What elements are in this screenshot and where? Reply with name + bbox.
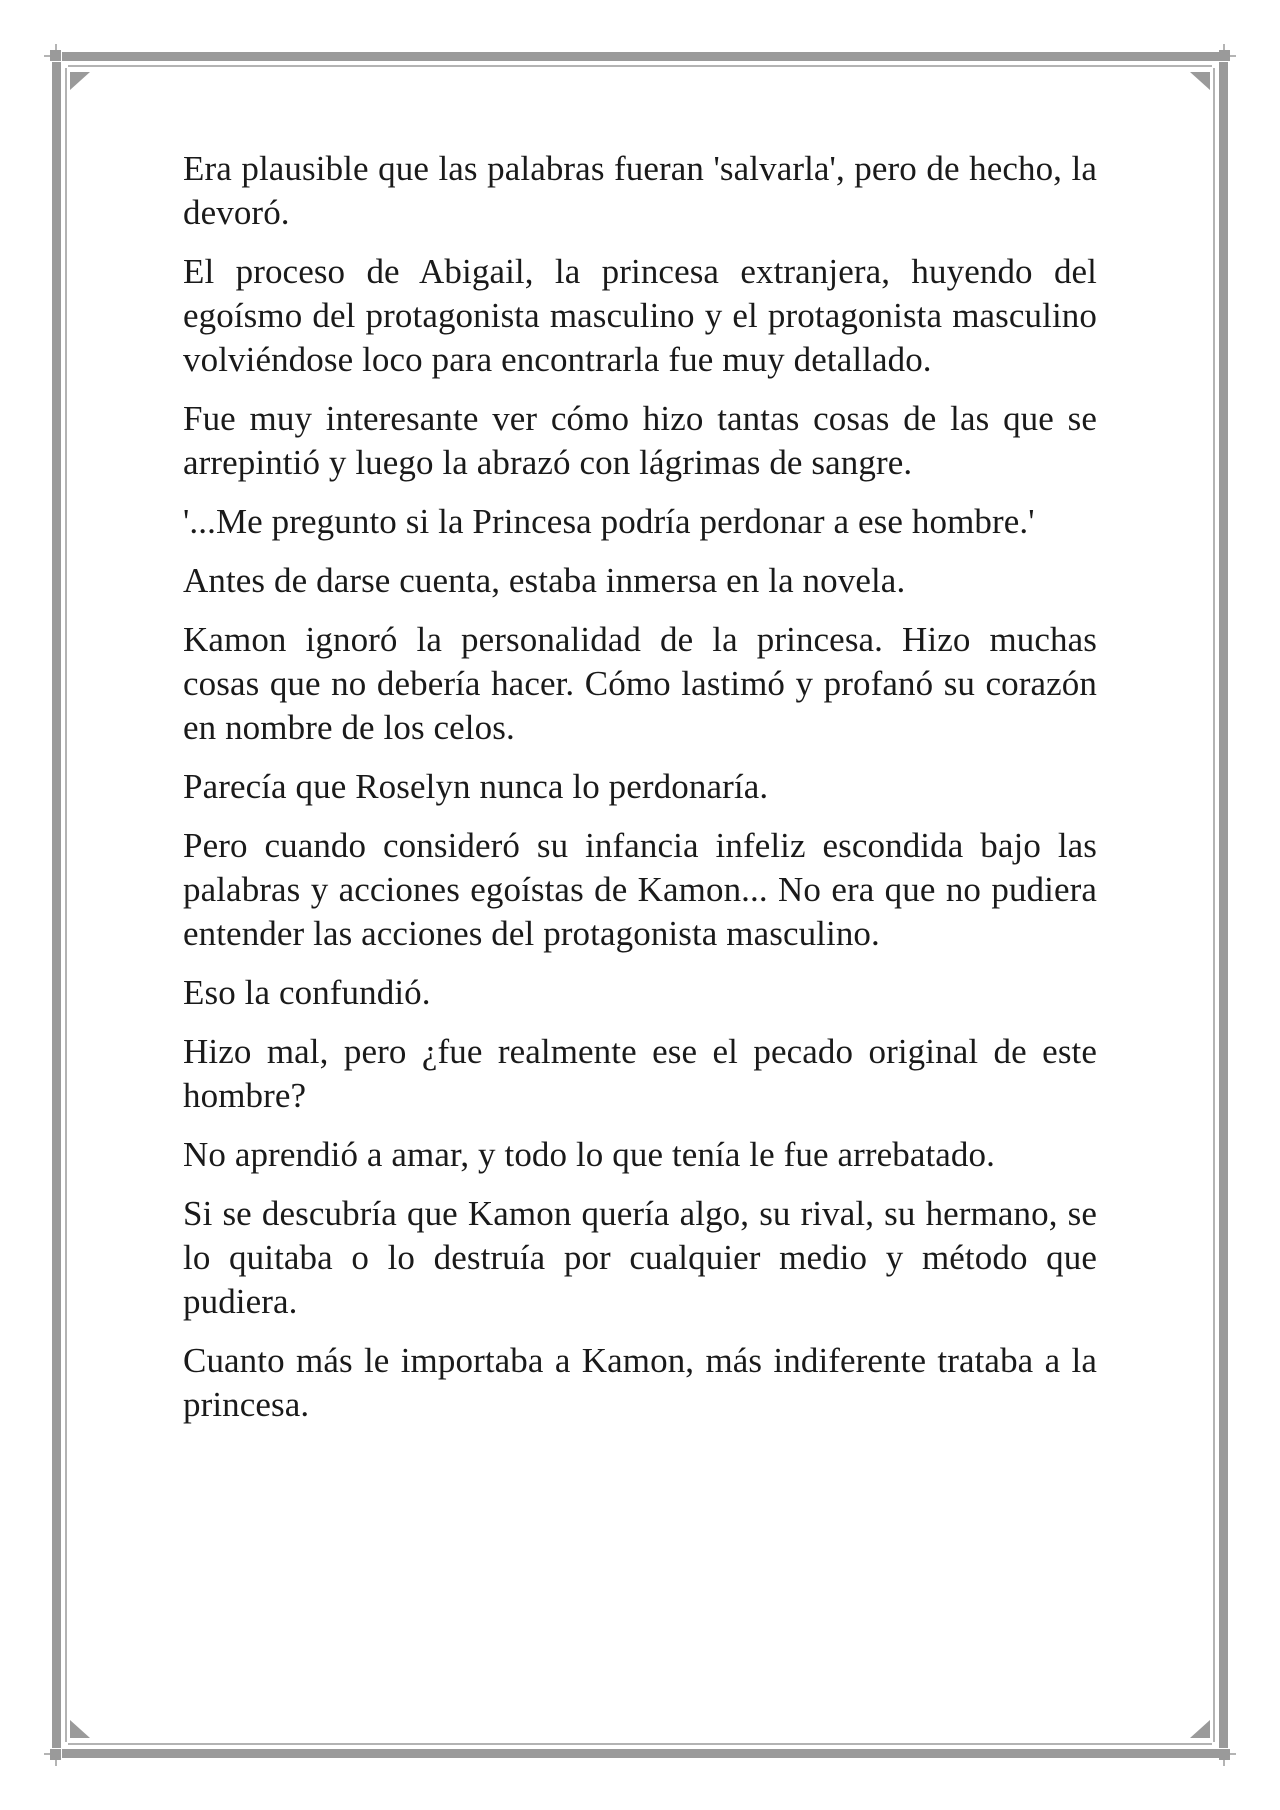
paragraph-7: Parecía que Roselyn nunca lo perdonaría. [183,767,769,806]
frame-corner-tl [50,50,61,61]
frame-triangle-br [1190,1720,1210,1738]
frame-bottom-bar [62,1749,1219,1758]
paragraph-9: Eso la confundió. [183,973,431,1012]
paragraph-11: No aprendió a amar, y todo lo que tenía le fue arrebatado. [183,1135,995,1174]
paragraph-10: Hizo mal, pero ¿fue realmente ese el pecado original de este hombre? [183,1032,1097,1115]
paragraph-2: El proceso de Abigail, la princesa extranjera, huyendo del egoísmo del protagonista masculino y el protagonista masculino volviéndose loco para encontrarla fue muy detallado. [183,252,1097,379]
paragraph-1: Era plausible que las palabras fueran 'salvarla', pero de hecho, la devoró. [183,149,1097,232]
frame-triangle-tr [1190,72,1210,90]
paragraph-4: '...Me pregunto si la Princesa podría perdonar a ese hombre.' [183,502,1035,541]
paragraph-6: Kamon ignoró la personalidad de la princesa. Hizo muchas cosas que no debería hacer. Cómo lastimó y profanó su corazón en nombre de los celos. [183,620,1097,747]
frame-right-bar [1219,62,1228,1748]
paragraph-13: Cuanto más le importaba a Kamon, más indiferente trataba a la princesa. [183,1341,1097,1424]
text-body [183,147,1097,1442]
paragraph-8: Pero cuando consideró su infancia infeliz escondida bajo las palabras y acciones egoístas de Kamon... No era que no pudiera entender las acciones del protagonista masculino. [183,826,1097,953]
frame-top-bar [62,52,1219,61]
frame-triangle-bl [70,1720,90,1738]
frame-triangle-tl [70,72,90,90]
frame-corner-tr [1219,50,1230,61]
paragraph-12: Si se descubría que Kamon quería algo, su rival, su hermano, se lo quitaba o lo destruía por cualquier medio y método que pudiera. [183,1194,1097,1321]
paragraph-5: Antes de darse cuenta, estaba inmersa en la novela. [183,561,906,600]
frame-left-bar [52,62,61,1748]
frame-corner-bl [50,1749,61,1760]
paragraph-3: Fue muy interesante ver cómo hizo tantas cosas de las que se arrepintió y luego la abrazó con lágrimas de sangre. [183,399,1097,482]
frame-corner-br [1219,1749,1230,1760]
